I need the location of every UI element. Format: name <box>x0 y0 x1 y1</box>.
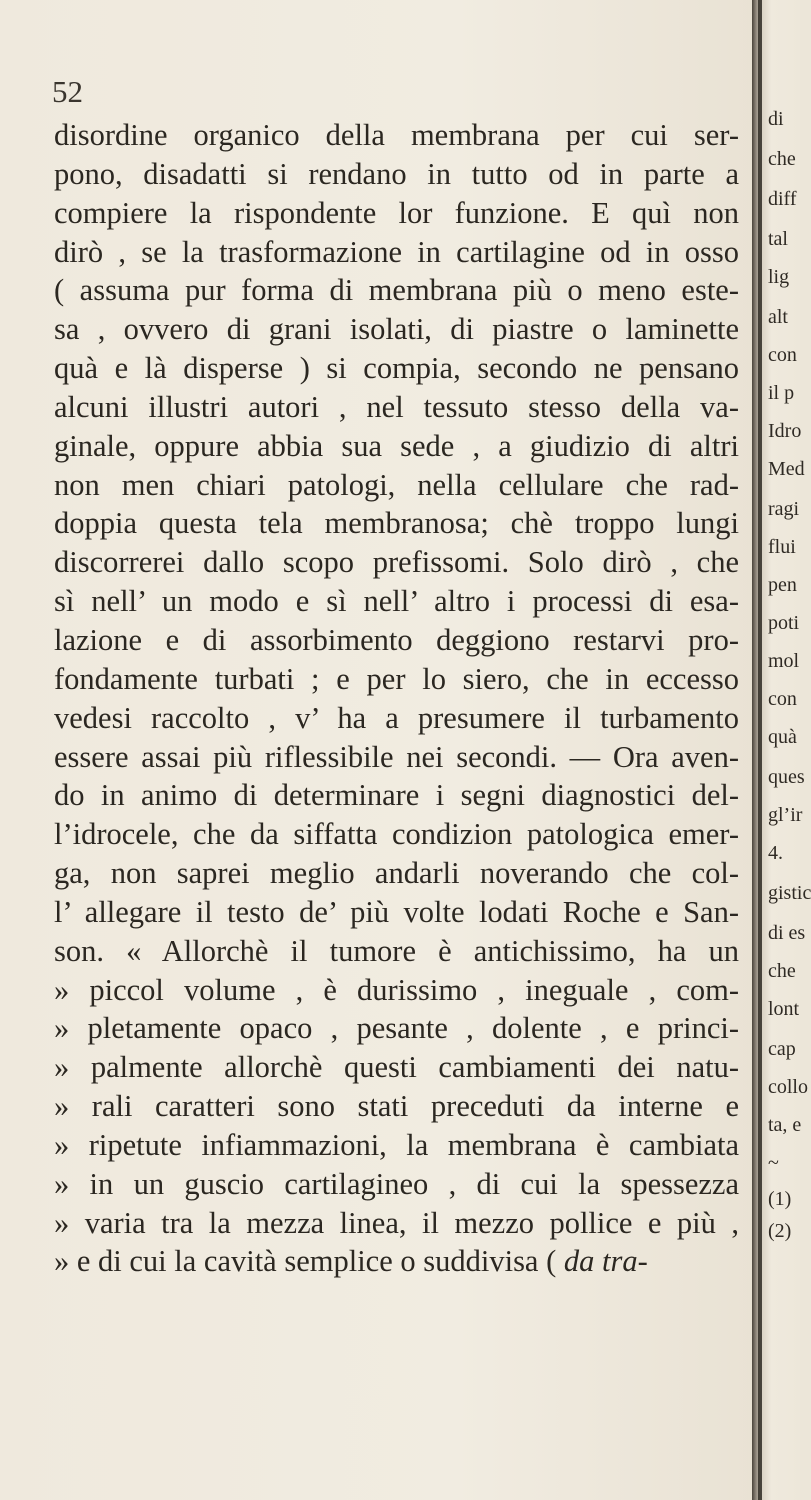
text-line: fondamente turbati ; e per lo siero, che in eccesso <box>54 661 739 696</box>
last-line-italic-text: da tra- <box>563 1244 648 1279</box>
text-line: alcuni illustri autori , nel tessuto stesso della va- <box>54 389 739 424</box>
facing-page-fragment: (1) <box>768 1188 792 1210</box>
text-line: » varia tra la mezza linea, il mezzo pollice e più , <box>54 1205 739 1240</box>
text-line: » piccol volume , è durissimo , ineguale , com- <box>54 972 739 1007</box>
text-line: » ripetute infiammazioni, la membrana è cambiata <box>54 1127 739 1162</box>
text-line: doppia questa tela membranosa; chè troppo lungi <box>54 506 739 541</box>
facing-page-fragment: diff <box>768 188 797 210</box>
text-line: compiere la rispondente lor funzione. E quì non <box>54 195 739 230</box>
text-line: pono, disadatti si rendano in tutto od in parte a <box>54 156 739 191</box>
text-line: quà e là disperse ) si compia, secondo ne pensano <box>54 351 739 386</box>
facing-page-fragment: pen <box>768 574 797 596</box>
gutter-fold-shadow <box>758 0 762 1500</box>
facing-page-fragment: poti <box>768 612 800 634</box>
text-line: l’ allegare il testo de’ più volte lodati Roche e San- <box>54 894 739 929</box>
text-line: » rali caratteri sono stati preceduti da interne e <box>54 1089 739 1124</box>
text-line: ginale, oppure abbia sua sede , a giudizio di altri <box>54 428 739 463</box>
text-line: sì nell’ un modo e sì nell’ altro i processi di esa- <box>54 584 739 619</box>
facing-page-fragment: 4. <box>768 842 783 864</box>
facing-page-fragment: cap <box>768 1038 796 1060</box>
facing-page-fragment: Med <box>768 458 805 480</box>
text-line: disordine organico della membrana per cui ser- <box>54 118 739 152</box>
facing-page-fragment: flui <box>768 536 796 558</box>
facing-page-fragment: di <box>768 108 784 130</box>
text-line: discorrerei dallo scopo prefissomi. Solo dirò , che <box>54 545 739 580</box>
facing-page-fragment: lig <box>768 266 790 288</box>
text-line: lazione e di assorbimento deggiono restarvi pro- <box>54 622 739 657</box>
text-line: vedesi raccolto , v’ ha a presumere il turbamento <box>54 700 739 735</box>
facing-page-fragment: (2) <box>768 1220 792 1242</box>
text-line: essere assai più riflessibile nei secondi. — Ora aven- <box>54 739 739 774</box>
body-text <box>54 116 739 1281</box>
facing-page-fragment: gistic <box>768 882 811 904</box>
facing-page-fragment: che <box>768 148 796 170</box>
text-line: do in animo di determinare i segni diagnostici del- <box>54 778 739 813</box>
facing-page-fragment: ques <box>768 766 805 788</box>
last-line-text: » e di cui la cavità semplice o suddivisa ( <box>54 1244 564 1279</box>
facing-page-fragment: con <box>768 688 797 710</box>
text-line: » pletamente opaco , pesante , dolente , e princi- <box>54 1011 739 1046</box>
facing-page-fragment: ta, e <box>768 1114 802 1136</box>
text-line: ga, non saprei meglio andarli noverando che col- <box>54 856 739 891</box>
text-line: dirò , se la trasformazione in cartilagine od in osso <box>54 234 739 269</box>
facing-page-fragment: Idro <box>768 420 802 442</box>
facing-page-fragment: collo <box>768 1076 808 1098</box>
text-line: » palmente allorchè questi cambiamenti dei natu- <box>54 1050 739 1085</box>
text-line: son. « Allorchè il tumore è antichissimo, ha un <box>54 933 739 968</box>
facing-page-fragment: alt <box>768 306 788 328</box>
facing-page-fragment: gl’ir <box>768 804 803 826</box>
text-line: l’idrocele, che da siffatta condizion patologica emer- <box>54 817 739 852</box>
page-number: 52 <box>52 74 83 109</box>
facing-page-fragment: lont <box>768 998 800 1020</box>
facing-page-fragment: con <box>768 344 797 366</box>
text-line-last <box>54 1242 739 1281</box>
facing-page-fragment: mol <box>768 650 800 672</box>
text-line: ( assuma pur forma di membrana più o meno este- <box>54 273 739 308</box>
text-line: non men chiari patologi, nella cellulare che rad- <box>54 467 739 502</box>
facing-page-fragment: ~ <box>768 1152 779 1174</box>
facing-page-fragment: il p <box>768 382 795 404</box>
text-line: sa , ovvero di grani isolati, di piastre o laminette <box>54 312 739 347</box>
text-line: » in un guscio cartilagineo , di cui la spessezza <box>54 1166 739 1201</box>
facing-page-fragment: ragi <box>768 498 800 520</box>
facing-page-fragment: tal <box>768 228 788 250</box>
facing-page-fragment: di es <box>768 922 806 944</box>
facing-page-fragment: che <box>768 960 796 982</box>
facing-page-fragment: quà <box>768 726 797 748</box>
